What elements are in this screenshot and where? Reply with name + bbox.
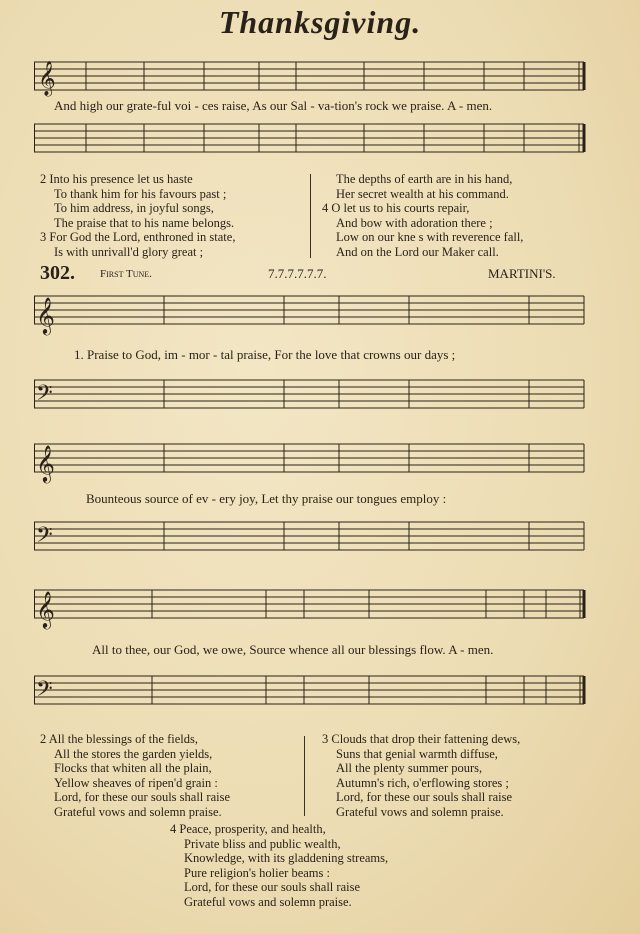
- svg-text:𝄞: 𝄞: [36, 591, 55, 627]
- svg-text:𝄢: 𝄢: [36, 381, 53, 410]
- svg-text:𝄞: 𝄞: [36, 297, 55, 333]
- music-staff-bass-1: [34, 368, 590, 418]
- svg-text:𝄞: 𝄞: [36, 445, 55, 481]
- music-staff-top-treble: [34, 56, 590, 100]
- lyric-line-2: Bounteous source of ev - ery joy, Let thy praise our tongues employ :: [86, 491, 447, 506]
- music-staff-bass-2: [34, 512, 590, 562]
- music-staff-treble-1: [34, 290, 590, 340]
- hymn-section-title: Thanksgiving.: [218, 4, 422, 40]
- top-verses-left: 2 Into his presence let us haste To thank him for his favours past ; To him address, in joyful songs, The praise that to his name belongs. 3 For God the Lord, enthroned in state, Is with unrivall'd glory great ;: [40, 172, 236, 259]
- svg-text:𝄢: 𝄢: [36, 523, 53, 552]
- music-staff-treble-2: [34, 434, 590, 484]
- lyric-line-1: 1. Praise to God, im - mor - tal praise, For the love that crowns our days ;: [74, 347, 456, 362]
- tune-label: First Tune.: [100, 268, 152, 280]
- hymn-meter: 7.7.7.7.7.7.: [268, 266, 327, 281]
- svg-text:𝄢: 𝄢: [36, 677, 53, 706]
- bottom-verse-4: 4 Peace, prosperity, and health, Private bliss and public wealth, Knowledge, with its gladdening streams, Pure religion's holier beams : Lord, for these our souls shall raise Grateful vows and solemn praise.: [170, 822, 389, 909]
- lyric-line-3: All to thee, our God, we owe, Source whence all our blessings flow. A - men.: [92, 642, 494, 657]
- top-hymn-lyric: And high our grate-ful voi - ces raise, As our Sal - va-tion's rock we praise. A - men.: [54, 98, 493, 113]
- svg-text:𝄞: 𝄞: [38, 62, 56, 95]
- verse-divider-top: [310, 174, 311, 258]
- bottom-verse-3: 3 Clouds that drop their fattening dews, Suns that genial warmth diffuse, All the plenty summer pours, Autumn's rich, o'erflowing stores ; Lord, for these our souls shall raise Grateful vows and solemn praise.: [322, 732, 521, 819]
- verse-divider-bottom: [304, 736, 305, 816]
- music-staff-bass-3: [34, 664, 590, 714]
- bottom-verse-2: 2 All the blessings of the fields, All the stores the garden yields, Flocks that whiten all the plain, Yellow sheaves of ripen'd grain : Lord, for these our souls shall raise Grateful vows and solemn praise.: [40, 732, 231, 819]
- hymn-number: 302.: [40, 262, 75, 284]
- top-verses-right: The depths of earth are in his hand, Her secret wealth at his command. 4 O let us to his courts repair, And bow with adoration there ; Low on our kne s with reverence fall, And on the Lord our Maker call.: [322, 172, 524, 259]
- music-staff-top-bass: [34, 118, 590, 162]
- music-staff-treble-3: [34, 580, 590, 630]
- tune-composer: MARTINI'S.: [488, 266, 556, 281]
